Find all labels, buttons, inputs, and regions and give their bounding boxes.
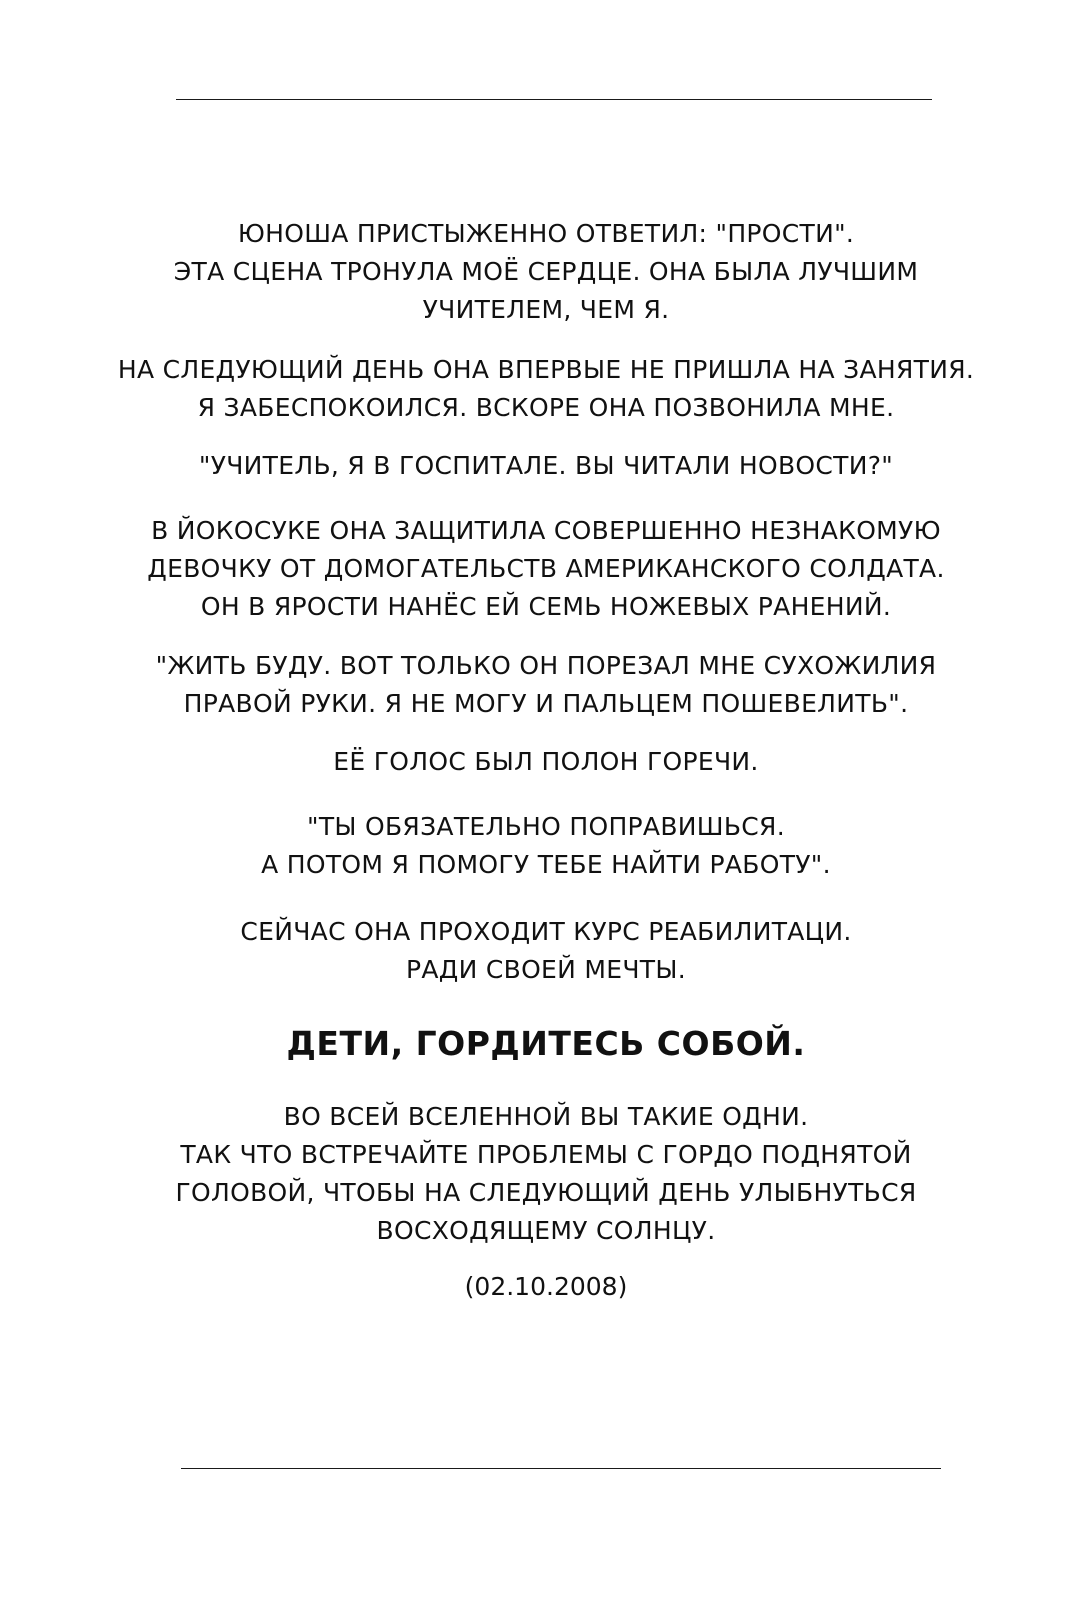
text-line: А ПОТОМ Я ПОМОГУ ТЕБЕ НАЙТИ РАБОТУ". [261, 850, 831, 879]
paragraph-rehabilitation [80, 913, 1012, 989]
text-line: "УЧИТЕЛЬ, Я В ГОСПИТАЛЕ. ВЫ ЧИТАЛИ НОВОСТИ?" [198, 451, 894, 480]
text-line: ВОСХОДЯЩЕМУ СОЛНЦУ. [376, 1216, 716, 1245]
text-line: НА СЛЕДУЮЩИЙ ДЕНЬ ОНА ВПЕРВЫЕ НЕ ПРИШЛА НА ЗАНЯТИЯ. [117, 355, 975, 384]
text-line: ЮНОША ПРИСТЫЖЕННО ОТВЕТИЛ: "ПРОСТИ". [237, 219, 855, 248]
text-line: Я ЗАБЕСПОКОИЛСЯ. ВСКОРЕ ОНА ПОЗВОНИЛА МНЕ. [197, 393, 895, 422]
paragraph-closing [80, 1098, 1012, 1250]
paragraph-promise [80, 808, 1012, 884]
text-line: ВО ВСЕЙ ВСЕЛЕННОЙ ВЫ ТАКИЕ ОДНИ. [283, 1102, 809, 1131]
text-line: ГОЛОВОЙ, ЧТОБЫ НА СЛЕДУЮЩИЙ ДЕНЬ УЛЫБНУТЬСЯ [175, 1178, 917, 1207]
paragraph-next-day [80, 351, 1012, 427]
text-line: ДЕВОЧКУ ОТ ДОМОГАТЕЛЬСТВ АМЕРИКАНСКОГО СОЛДАТА. [147, 554, 945, 583]
text-line: В ЙОКОСУКЕ ОНА ЗАЩИТИЛА СОВЕРШЕННО НЕЗНАКОМУЮ [151, 516, 941, 545]
paragraph-apology [80, 215, 1012, 329]
top-divider [176, 99, 932, 100]
text-line: ЭТА СЦЕНА ТРОНУЛА МОЁ СЕРДЦЕ. ОНА БЫЛА ЛУЧШИМ [173, 257, 919, 286]
text-line: ЕЁ ГОЛОС БЫЛ ПОЛОН ГОРЕЧИ. [333, 747, 759, 776]
paragraph-bitter-voice [80, 743, 1012, 781]
text-line: СЕЙЧАС ОНА ПРОХОДИТ КУРС РЕАБИЛИТАЦИ. [240, 917, 852, 946]
text-line: ОН В ЯРОСТИ НАНЁС ЕЙ СЕМЬ НОЖЕВЫХ РАНЕНИЙ. [200, 592, 892, 621]
text-line: "ТЫ ОБЯЗАТЕЛЬНО ПОПРАВИШЬСЯ. [307, 812, 785, 841]
paragraph-injury [80, 647, 1012, 723]
paragraph-hospital-call [80, 447, 1012, 485]
paragraph-yokosuka [80, 512, 1012, 626]
bottom-divider [181, 1468, 941, 1469]
text-line: ПРАВОЙ РУКИ. Я НЕ МОГУ И ПАЛЬЦЕМ ПОШЕВЕЛИТЬ". [183, 689, 909, 718]
text-line: ТАК ЧТО ВСТРЕЧАЙТЕ ПРОБЛЕМЫ С ГОРДО ПОДНЯТОЙ [180, 1140, 912, 1169]
text-line: РАДИ СВОЕЙ МЕЧТЫ. [406, 955, 686, 984]
text-line: УЧИТЕЛЕМ, ЧЕМ Я. [422, 295, 670, 324]
date-stamp: (02.10.2008) [464, 1272, 628, 1301]
heading-children-be-proud: ДЕТИ, ГОРДИТЕСЬ СОБОЙ. [286, 1024, 806, 1063]
text-line: "ЖИТЬ БУДУ. ВОТ ТОЛЬКО ОН ПОРЕЗАЛ МНЕ СУХОЖИЛИЯ [155, 651, 937, 680]
